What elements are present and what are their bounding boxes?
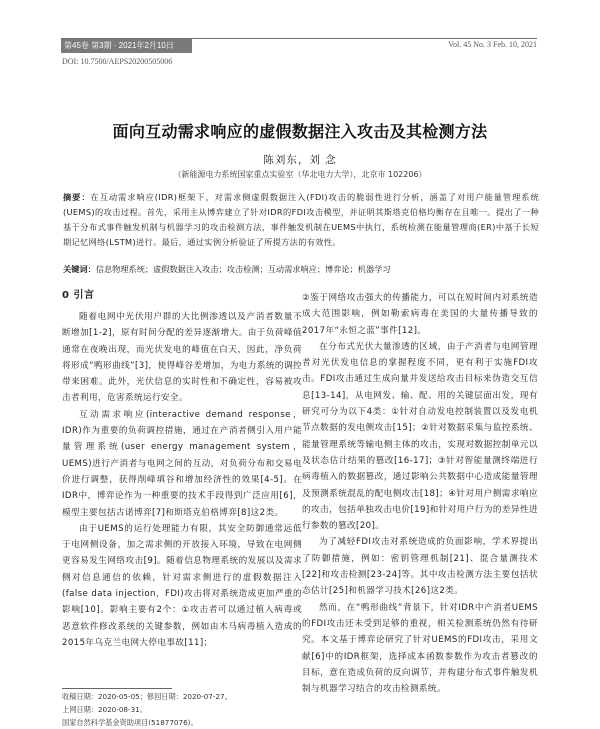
paragraph: 互动需求响应(interactive demand response，IDR)作为重要的负荷调控措施，通过在产消者侧引入用户能量管理系统(user energy management system，UEMS)进行产消者与电网之间的互动，对负荷分布和交易电价进行调整，获得削峰填谷和增加经济性的效果[4-5]。在IDR中，博弈论作为一种重要的技术手段得到广泛应用[6]，模型主要包括古诺博弈[7]和斯塔克伯格博弈[8]这2类。	[62, 409, 302, 518]
journal-issue-cn: 第45卷 第3期 · 2021年2月10日	[61, 39, 192, 53]
paragraph: 在分布式光伏大量渗透的区域，由于产消者与电网管理者对光伏发电信息的掌握程度不同，更有利于实施FDI攻击。FDI攻击通过生成向量并发送给攻击目标来伪造交互信息[13-14]，从电网发、输、配、用的关键层面出发，现有研究可分为以下4类：①针对自动发电控制装置以及发电机节点数据的发电侧攻击[15]；②针对数据采集与监控系统、能量管理系统等输电侧主体的攻击，实现对数据控制单元以及状态估计结果的篡改[16-17]；③针对智能量测终端进行病毒植入的数据篡改，通过影响公共数据中心造成能量管理及预测系统混乱的配电侧攻击[18]；④针对用户侧需求响应的攻击，包括单独攻击电价[19]和针对用户行为的差异性进行参数的篡改[20]。	[302, 341, 538, 532]
abstract	[63, 190, 539, 250]
abstract-label: 摘要：	[63, 192, 91, 202]
paragraph: 然而，在“鸭形曲线”背景下，针对IDR中产消者UEMS的FDI攻击还未受到足够的重视，相关检测系统仍然有待研究。本文基于博弈论研究了针对UEMS的FDI攻击，采用文献[6]中的IDR框架，选择成本函数参数作为攻击者篡改的目标，意在造成负荷的反向调节，并构建分布式事件触发机制与机器学习结合的攻击检测系统。	[302, 602, 538, 695]
paper-title: 面向互动需求响应的虚假数据注入攻击及其检测方法	[112, 122, 488, 141]
journal-issue-en: Vol. 45 No. 3 Feb. 10, 2021	[448, 40, 537, 49]
footnotes	[62, 690, 302, 729]
footnote-received: 收稿日期：2020-05-05；修回日期：2020-07-27。	[62, 692, 232, 701]
paragraph: 由于UEMS的运行处理能力有限，其安全防御通常远低于电网侧设备，加之需求侧的开放接入环境，导致在电网侧更容易发生网络攻击[9]。随着信息物理系统的发展以及需求侧对信息通信的依赖，针对需求侧进行的虚假数据注入(false data injection，FDI)攻击将对系统造成更加严重的影响[10]。影响主要有2个：①攻击者可以通过植入病毒或恶意软件修改系统的关键参数，例如由木马病毒植入造成的2015年乌克兰电网大停电事故[11]；	[62, 523, 302, 648]
paragraph: ②鉴于网络攻击强大的传播能力，可以在短时间内对系统造成大范围影响，例如勒索病毒在美国的大量传播导致的2017年“永恒之蓝”事件[12]。	[302, 293, 538, 336]
abstract-text: 在互动需求响应(IDR)框架下，对需求侧虚假数据注入(FDI)攻击的脆弱性进行分析，涵盖了对用户能量管理系统(UEMS)的攻击过程。首先，采用主从博弈建立了针对IDR的FDI攻击模型，并证明其斯塔克伯格均衡存在且唯一。提出了一种基于分布式事件触发机制与机器学习的攻击检测方法，事件触发机制在UEMS中执行，系统检测在能量管理商(ER)中基于长短期记忆网络(LSTM)进行。最后，通过实例分析验证了所提方法的有效性。	[63, 192, 539, 247]
footnote-funding: 国家自然科学基金资助项目(51877076)。	[62, 718, 198, 727]
right-column	[302, 290, 538, 697]
footnote-online: 上网日期：2020-08-31。	[62, 705, 147, 714]
paper-authors: 陈刘东，刘 念	[263, 154, 337, 166]
paragraph: 为了减轻FDI攻击对系统造成的负面影响，学术界提出了防御措施，例如：密钥管理机制[21]、混合量测技术[22]和攻击检测[23-24]等。其中攻击检测方法主要包括状态估计[25]和机器学习技术[26]这2类。	[302, 537, 538, 597]
section-heading: 0 引言	[62, 290, 95, 301]
paragraph: 随着电网中光伏用户群的大比例渗透以及产消者数量不断增加[1-2]，原有时间分配的差异逐渐增大。由于负荷峰值通常在夜晚出现，而光伏发电的峰值在白天，因此，净负荷将形成“鸭形曲线”[3]，使得峰谷差增加，为电力系统的调控带来困难。此外，光伏信息的实时性和不确定性，容易被攻击者利用，危害系统运行安全。	[62, 312, 302, 404]
keywords-label: 关键词：	[63, 264, 96, 274]
keywords	[63, 262, 539, 277]
left-column	[62, 288, 302, 651]
doi[interactable]: DOI: 10.7500/AEPS20200505006	[62, 57, 173, 66]
footnote-divider	[62, 688, 172, 689]
keywords-text: 信息物理系统；虚假数据注入攻击；攻击检测；互动需求响应；博弈论；机器学习	[95, 264, 391, 274]
paper-affiliation: （新能源电力系统国家重点实验室（华北电力大学），北京市 102206）	[173, 170, 427, 179]
journal-header-bar	[61, 38, 537, 55]
